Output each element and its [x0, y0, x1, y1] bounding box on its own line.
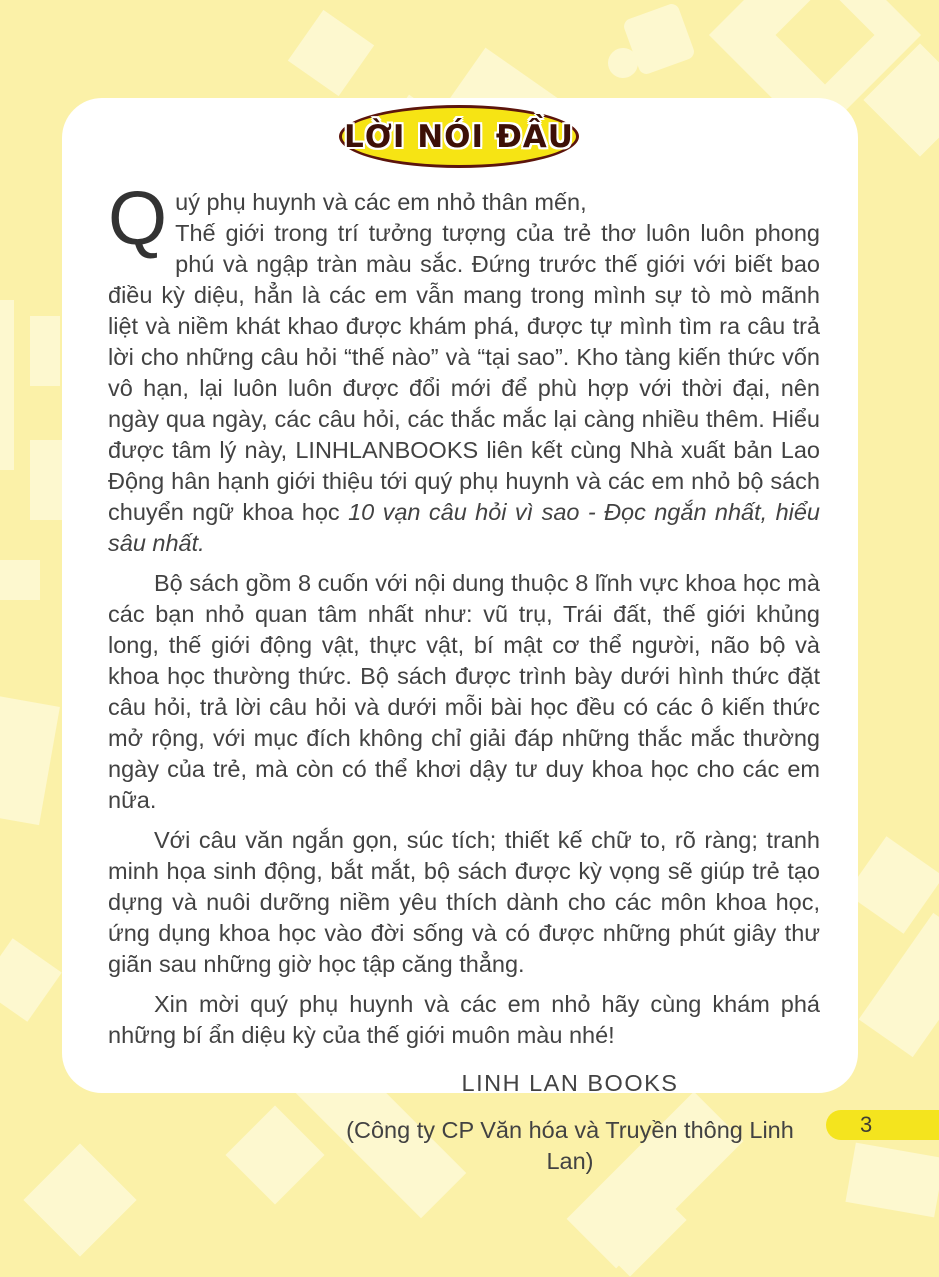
signature-block: [320, 1068, 820, 1177]
page-title: LỜI NÓI ĐẦU: [344, 118, 574, 155]
pattern-bar: [859, 913, 939, 1057]
series-title-italic: 10 vạn câu hỏi vì sao - Đọc ngắn nhất, hiểu sâu nhất.: [108, 499, 820, 556]
signature-company: (Công ty CP Văn hóa và Truyền thông Linh Lan): [346, 1117, 794, 1174]
page-number-pill: [826, 1110, 939, 1140]
paragraph-1: [108, 176, 820, 559]
page-number: 3: [860, 1112, 873, 1137]
pattern-square: [30, 316, 60, 386]
pattern-bar: [0, 300, 14, 470]
paragraph-2: Bộ sách gồm 8 cuốn với nội dung thuộc 8 lĩnh vực khoa học mà các bạn nhỏ quan tâm nhất như: vũ trụ, Trái đất, thế giới khủng long, thế giới động vật, thực vật, bí mật cơ thể người, não bộ và khoa học thường thức. Bộ sách được trình bày dưới hình thức đặt câu hỏi, trả lời câu hỏi và dưới mỗi bài học đều có các ô kiến thức mở rộng, với mục đích không chỉ giải đáp những thắc mắc thường ngày của trẻ, mà còn có thể khơi dậy tư duy khoa học cho các em nữa.: [108, 570, 820, 813]
pattern-square: [30, 440, 62, 520]
salutation-line: uý phụ huynh và các em nhỏ thân mến,: [175, 189, 587, 215]
title-badge: [339, 105, 579, 168]
preface-text: [108, 176, 820, 1177]
dropcap-letter: Q: [108, 176, 168, 261]
paragraph-3: Với câu văn ngắn gọn, súc tích; thiết kế chữ to, rõ ràng; tranh minh họa sinh động, bắt mắt, bộ sách được kỳ vọng sẽ giúp trẻ tạo dựng và nuôi dưỡng niềm yêu thích dành cho các môn khoa học, ứng dụng khoa học vào đời sống và có được những phút giây thư giãn sau những giờ học tập căng thẳng.: [108, 827, 820, 977]
content-card: [62, 98, 858, 1174]
pattern-square: [846, 836, 939, 933]
pattern-square: [0, 695, 60, 825]
pattern-square: [288, 10, 374, 96]
pattern-square: [0, 938, 62, 1022]
paragraph-4: Xin mời quý phụ huynh và các em nhỏ hãy cùng khám phá những bí ẩn diệu kỳ của thế giới muôn màu nhé!: [108, 991, 820, 1048]
paragraph-1-text: Thế giới trong trí tưởng tượng của trẻ thơ luôn luôn phong phú và ngập tràn màu sắc. Đứng trước thế giới với biết bao điều kỳ diệu, hẳn là các em vẫn mang trong mình sự tò mò mãnh liệt và niềm khát khao được khám phá, được tự mình tìm ra câu trả lời cho những câu hỏi “thế nào” và “tại sao”. Kho tàng kiến thức vốn vô hạn, lại luôn luôn được đổi mới để phù hợp với thời đại, nên ngày qua ngày, các câu hỏi, các thắc mắc lại càng nhiều thêm. Hiểu được tâm lý này, LINHLANBOOKS liên kết cùng Nhà xuất bản Lao Động hân hạnh giới thiệu tới quý phụ huynh và các em nhỏ bộ sách chuyển ngữ khoa học: [108, 220, 820, 525]
signature-name: LINH LAN BOOKS: [461, 1070, 679, 1096]
pattern-square: [0, 560, 40, 600]
pattern-square: [845, 1143, 939, 1218]
